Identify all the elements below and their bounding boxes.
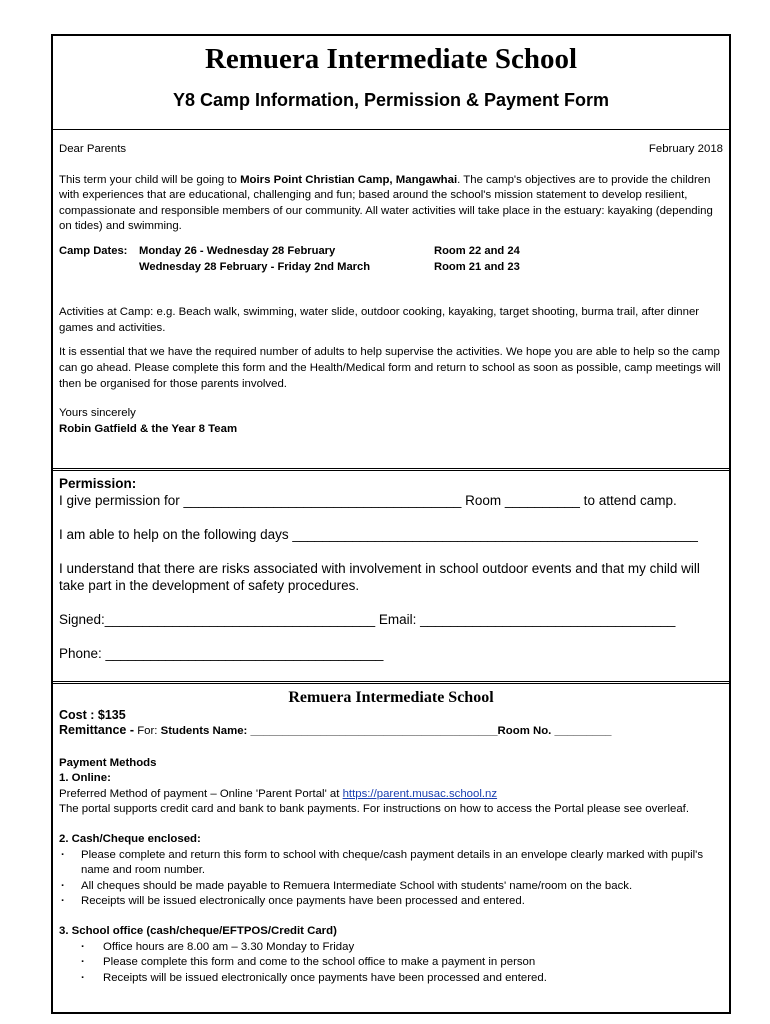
list-item: · Receipts will be issued electronically once payments have been processed and entered. (59, 894, 723, 909)
greeting: Dear Parents (59, 143, 127, 155)
date-rooms-1: Room 22 and 24 (434, 244, 520, 257)
activities-paragraph: Activities at Camp: e.g. Beach walk, swimming, water slide, outdoor cooking, kayaking, target shooting, burma trail, after dinner games and activities. (59, 306, 700, 334)
date-range-1: Monday 26 - Wednesday 28 February (139, 244, 336, 257)
cash-list (59, 848, 723, 910)
cost: Cost : $135 (59, 708, 126, 722)
office-list (59, 940, 723, 986)
list-item: · Receipts will be issued electronically once payments have been processed and entered. (59, 971, 723, 986)
date-rooms-2: Room 21 and 23 (434, 260, 520, 273)
list-item: · Office hours are 8.00 am – 3.30 Monday to Friday (59, 940, 723, 955)
online-text: Preferred Method of payment – Online 'Parent Portal' at https://parent.musac.school.nz (59, 787, 498, 800)
closing: Yours sincerely (59, 407, 136, 420)
risk-statement: I understand that there are risks associated with involvement in school outdoor events and that my child will take part in the development of safety procedures. (59, 561, 700, 593)
permission-give-line[interactable]: I give permission for _____________________________________ Room __________ to attend camp. (59, 493, 677, 508)
permission-title: Permission: (59, 476, 137, 491)
help-days-line[interactable]: I am able to help on the following days ______________________________________________________ (59, 527, 698, 542)
letter-section (53, 132, 729, 468)
payment-methods-title: Payment Methods (59, 756, 157, 769)
cash-title: 2. Cash/Cheque enclosed: (59, 833, 201, 846)
portal-link[interactable]: https://parent.musac.school.nz (342, 787, 498, 800)
signed-email-line[interactable]: Signed:____________________________________ Email: __________________________________ (59, 612, 676, 627)
form-header (53, 36, 729, 130)
list-item: · Please complete this form and come to the school office to make a payment in person (59, 955, 723, 970)
camp-dates-label: Camp Dates: (59, 244, 128, 257)
online-title: 1. Online: (59, 772, 111, 785)
date-range-2: Wednesday 28 February - Friday 2nd March (139, 260, 371, 273)
permission-section (53, 468, 729, 684)
list-item: · All cheques should be made payable to Remuera Intermediate School with students' name/room on the back. (59, 879, 723, 894)
form-frame (51, 34, 731, 1014)
remittance-line[interactable]: Remittance - For: Students Name: _______________________________________Room No. _________ (59, 723, 612, 738)
office-title: 3. School office (cash/cheque/EFTPOS/Credit Card) (59, 925, 337, 938)
adults-paragraph: It is essential that we have the required number of adults to help supervise the activities. We hope you are able to help so the camp can go ahead. Please complete this form and the Health/Medical form and return to school as soon as possible, camp meetings will then be organised for those parents involved. (59, 346, 721, 390)
school-name: Remuera Intermediate School (204, 43, 578, 75)
camp-dates (59, 244, 723, 275)
online-text-2: The portal supports credit card and bank to bank payments. For instructions on how to access the Portal please see overleaf. (59, 803, 689, 816)
phone-line[interactable]: Phone: _____________________________________ (59, 646, 384, 661)
payment-section (53, 686, 729, 1012)
camp-name: Moirs Point Christian Camp, Mangawhai (240, 173, 458, 186)
list-item: · Please complete and return this form to school with cheque/cash payment details in an envelope clearly marked with pupil's name and room number. (59, 848, 723, 879)
form-title: Y8 Camp Information, Permission & Payment Form (172, 90, 610, 110)
letter-date: February 2018 (648, 143, 723, 155)
intro-paragraph: This term your child will be going to Moirs Point Christian Camp, Mangawhai. The camp's objectives are to provide the children with experiences that are educational, challenging and fun; based around the school's mission statement to develop resilient, compassionate and responsible members of our community. All water activities will take place in the estuary: kayaking (depending on tides) and swimming. (59, 173, 713, 233)
payment-school-name: Remuera Intermediate School (288, 689, 494, 706)
signoff: Robin Gatfield & the Year 8 Team (59, 422, 238, 435)
